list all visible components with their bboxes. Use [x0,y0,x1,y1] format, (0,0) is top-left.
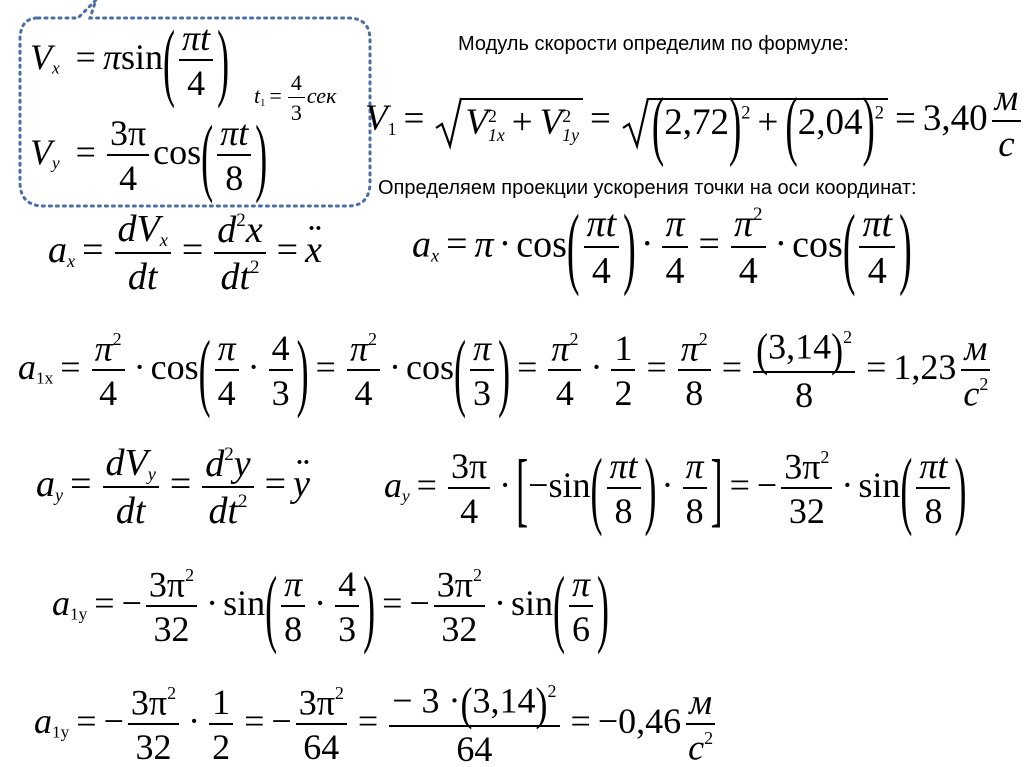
a1y-formula-2: $a_{1y}$ = − $\frac{3\pi^2}{32}$ · $\frac{1}{2}$ = − $\frac{3\pi^2}{64}$ = $\frac{- 3 \cdot(3,14)^2}{64}$ = −0,46 $\frac{м}{с^2}$ [34,678,714,767]
ay-definition: $a_y$ = $\frac{dV_y}{dt}$ = $\frac{d^2y}{dt^2}$ =·· y [36,444,310,530]
ax-expression: $a_x = \pi \cdot \cos$( $\frac{\pi t}{4}$ ) · $\frac{\pi}{4}$ = $\frac{\pi^2}{4}$ · cos( $\frac{\pi t}{4}$ ) [412,197,912,298]
a1y-formula-1: $a_{1y}$ = − $\frac{3\pi^2}{32}$ · sin( $\frac{\pi}{8}$ · $\frac{4}{3}$ ) = − $\frac{3\pi^2}{32}$ · sin( $\frac{\pi}{6}$ ) [52,558,610,655]
t1-value: $t_1$ = $\frac{4}{3}$ сек [254,70,337,125]
velocity-formula: $V_1$ = V 2 1x + V 2 1y = $(2,72)^2 + (2,04)^2 = 3,40$ $\frac{м}{с}$ [365,80,1024,163]
accel-header: Определяем проекции ускорения точки на оси координат: [378,177,917,199]
velocity-header: Модуль скорости определим по формуле: [458,33,849,55]
ax-definition: $a_x$ = $\frac{dV_x}{dt}$ = $\frac{d^2x}{dt^2}$ =·· x [48,210,322,296]
vx-formula: $V_x = \pi\sin$( $\frac{\pi t}{4}$ ) [30,12,230,109]
vy-formula: $V_y$ = $\frac{3\pi}{4}$ cos( $\frac{\pi t}{8}$ ) [30,107,268,204]
a1x-formula: $a_{1x}$ = $\frac{\pi^2}{4}$ · cos( $\frac{\pi}{4}$ · $\frac{4}{3}$ ) = $\frac{\pi^2}{4}$ · cos( $\frac{\pi}{3}$ ) = $\frac{\pi^2}{4}$ · $\frac{1}{2}$ = $\frac{\pi^2}{8}$ = $\frac{(3,14)^2}{8}$ = 1,23 $\frac{м}{с^2}$ [18,322,989,419]
ay-expression: $a_y$ = $\frac{3\pi}{4}$ · [−sin( $\frac{\pi t}{8}$ ) · $\frac{\pi}{8}$ ] = − $\frac{3\pi^2}{32}$ · sin( $\frac{\pi t}{8}$ ) [384,440,967,537]
